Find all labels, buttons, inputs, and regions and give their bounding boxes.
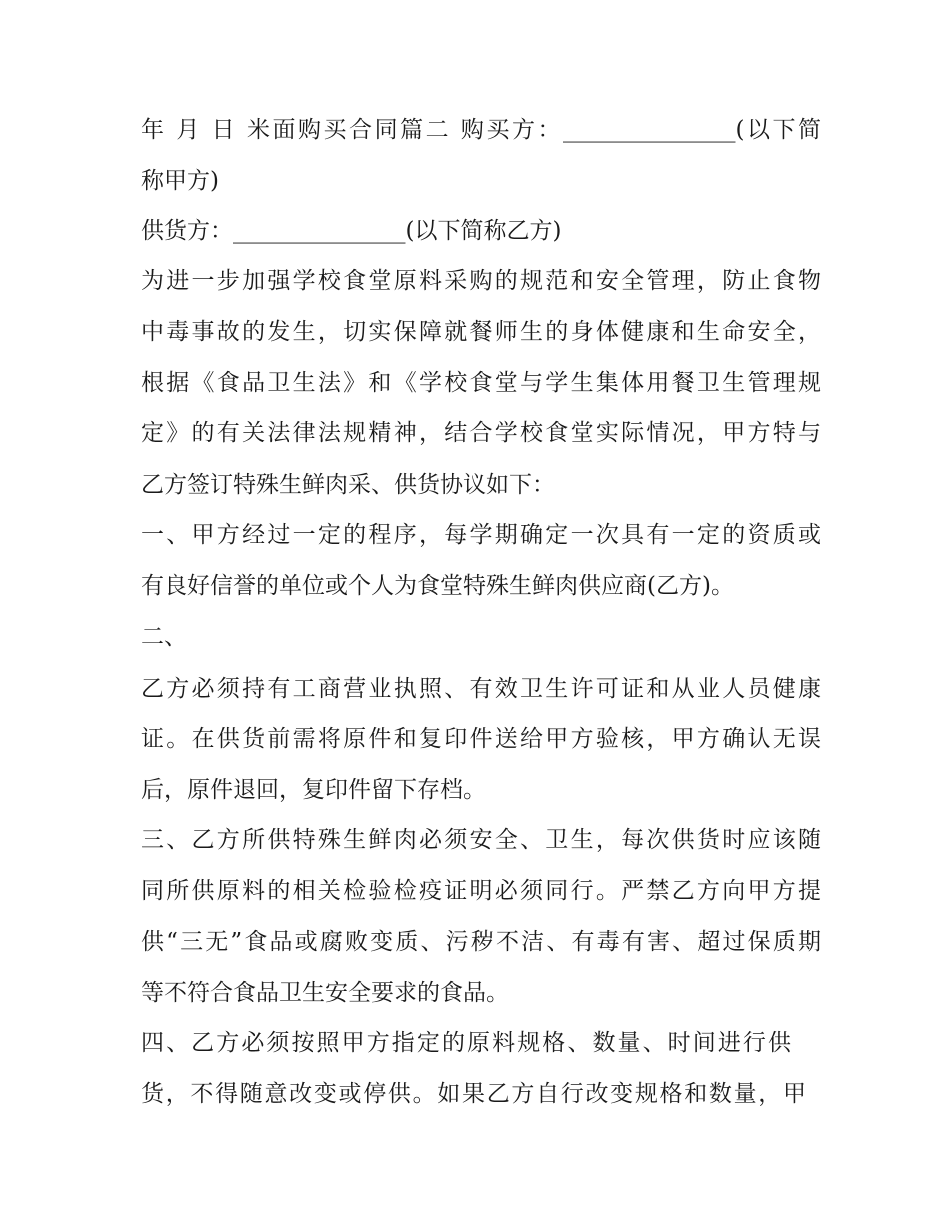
text-line: 证。在供货前需将原件和复印件送给甲方验核，甲方确认无误 (141, 726, 821, 752)
text-line: 一、甲方经过一定的程序，每学期确定一次具有一定的资质或 (141, 522, 821, 548)
text-line: 称甲方) (141, 168, 219, 194)
text-line: 等不符合食品卫生安全要求的食品。 (141, 980, 509, 1006)
text-line: 中毒事故的发生，切实保障就餐师生的身体健康和生命安全， (141, 319, 821, 345)
text-line: 为进一步加强学校食堂原料采购的规范和安全管理，防止食物 (141, 268, 821, 294)
text-line: 后，原件退回，复印件留下存档。 (141, 777, 486, 803)
text-line: 货，不得随意改变或停供。如果乙方自行改变规格和数量，甲 (141, 1081, 806, 1107)
text-line: 根据《食品卫生法》和《学校食堂与学生集体用餐卫生管理规 (141, 370, 821, 396)
text-line: 三、乙方所供特殊生鲜肉必须安全、卫生，每次供货时应该随 (141, 827, 821, 853)
text-line: 有良好信誉的单位或个人为食堂特殊生鲜肉供应商(乙方)。 (141, 573, 734, 599)
text-line: 定》的有关法律法规精神，结合学校食堂实际情况，甲方特与 (141, 420, 821, 446)
text-line: 四、乙方必须按照甲方指定的原料规格、数量、时间进行供 (141, 1030, 791, 1056)
text-line: 乙方必须持有工商营业执照、有效卫生许可证和从业人员健康 (141, 676, 821, 702)
text-line: 乙方签订特殊生鲜肉采、供货协议如下： (141, 472, 555, 498)
text-line: 同所供原料的相关检验检疫证明必须同行。严禁乙方向甲方提 (141, 878, 821, 904)
text-line: 供“三无”食品或腐败变质、污秽不洁、有毒有害、超过保质期 (141, 929, 821, 955)
text-line: 二、 (141, 624, 187, 650)
text-line: 年 月 日 米面购买合同篇二 购买方：_______________(以下简 (141, 117, 821, 143)
text-line: 供货方：_______________(以下简称乙方) (141, 218, 562, 244)
